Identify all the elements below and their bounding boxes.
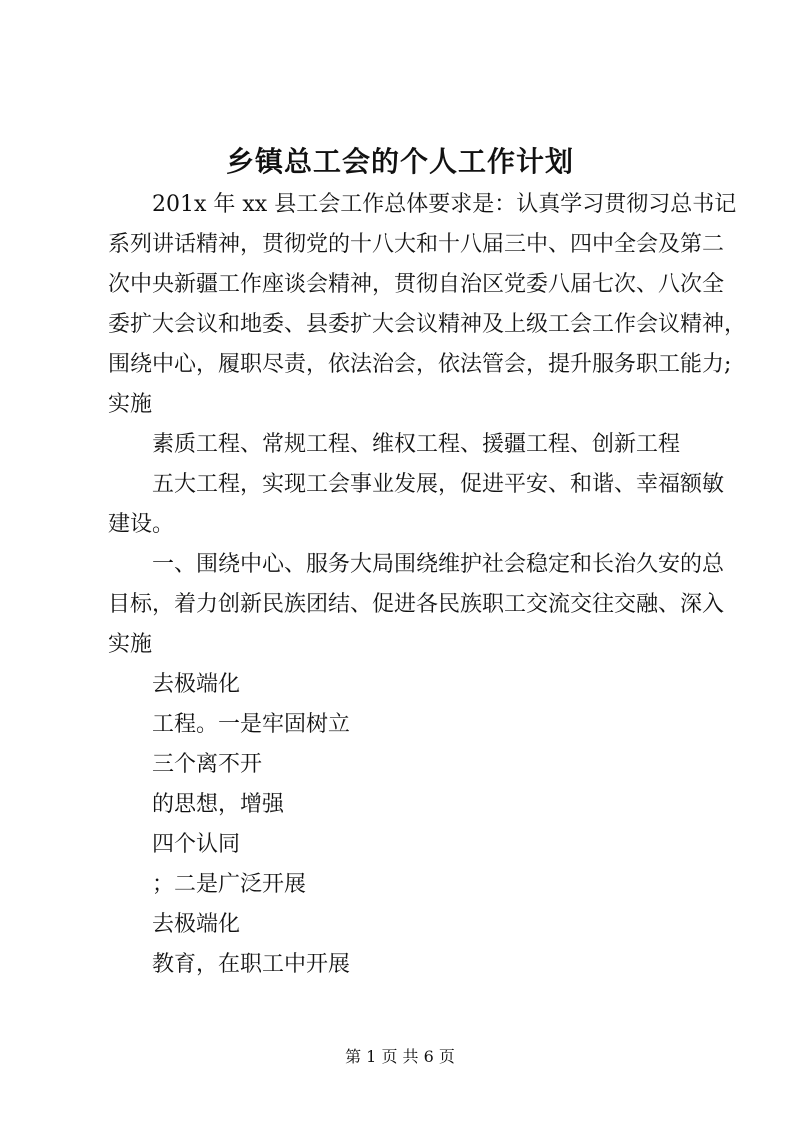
body-line-14: 工程。一是牢固树立 bbox=[152, 712, 351, 737]
page-number-footer: 第 1 页 共 6 页 bbox=[345, 1047, 455, 1066]
body-line-3: 次中央新疆工作座谈会精神，贯彻自治区党委八届七次、八次全 bbox=[108, 272, 725, 297]
document-title: 乡镇总工会的个人工作计划 bbox=[225, 145, 574, 178]
body-line-4: 委扩大会议和地委、县委扩大会议精神及上级工会工作会议精神， bbox=[108, 312, 747, 337]
body-line-16: 的思想，增强 bbox=[152, 792, 285, 817]
body-line-20: 教育，在职工中开展 bbox=[152, 952, 351, 977]
body-line-1: 201x 年 xx 县工会工作总体要求是：认真学习贯彻习总书记 bbox=[152, 192, 737, 217]
body-line-7: 素质工程、常规工程、维权工程、援疆工程、创新工程 bbox=[152, 432, 681, 457]
body-line-2: 系列讲话精神，贯彻党的十八大和十八届三中、四中全会及第二 bbox=[108, 232, 725, 257]
body-line-5: 围绕中心，履职尽责，依法治会，依法管会，提升服务职工能力; bbox=[108, 352, 732, 377]
body-line-13: 去极端化 bbox=[152, 672, 241, 697]
body-line-8: 五大工程，实现工会事业发展，促进平安、和谐、幸福额敏 bbox=[152, 472, 725, 497]
body-line-15: 三个离不开 bbox=[152, 752, 263, 777]
body-line-10: 一、围绕中心、服务大局围绕维护社会稳定和长治久安的总 bbox=[152, 552, 725, 577]
body-line-9: 建设。 bbox=[108, 512, 175, 537]
body-line-11: 目标，着力创新民族团结、促进各民族职工交流交往交融、深入 bbox=[108, 592, 725, 617]
body-line-17: 四个认同 bbox=[152, 832, 241, 857]
body-line-19: 去极端化 bbox=[152, 912, 241, 937]
body-line-18: ；二是广泛开展 bbox=[152, 872, 307, 897]
body-line-12: 实施 bbox=[108, 632, 153, 657]
body-line-6: 实施 bbox=[108, 392, 153, 417]
